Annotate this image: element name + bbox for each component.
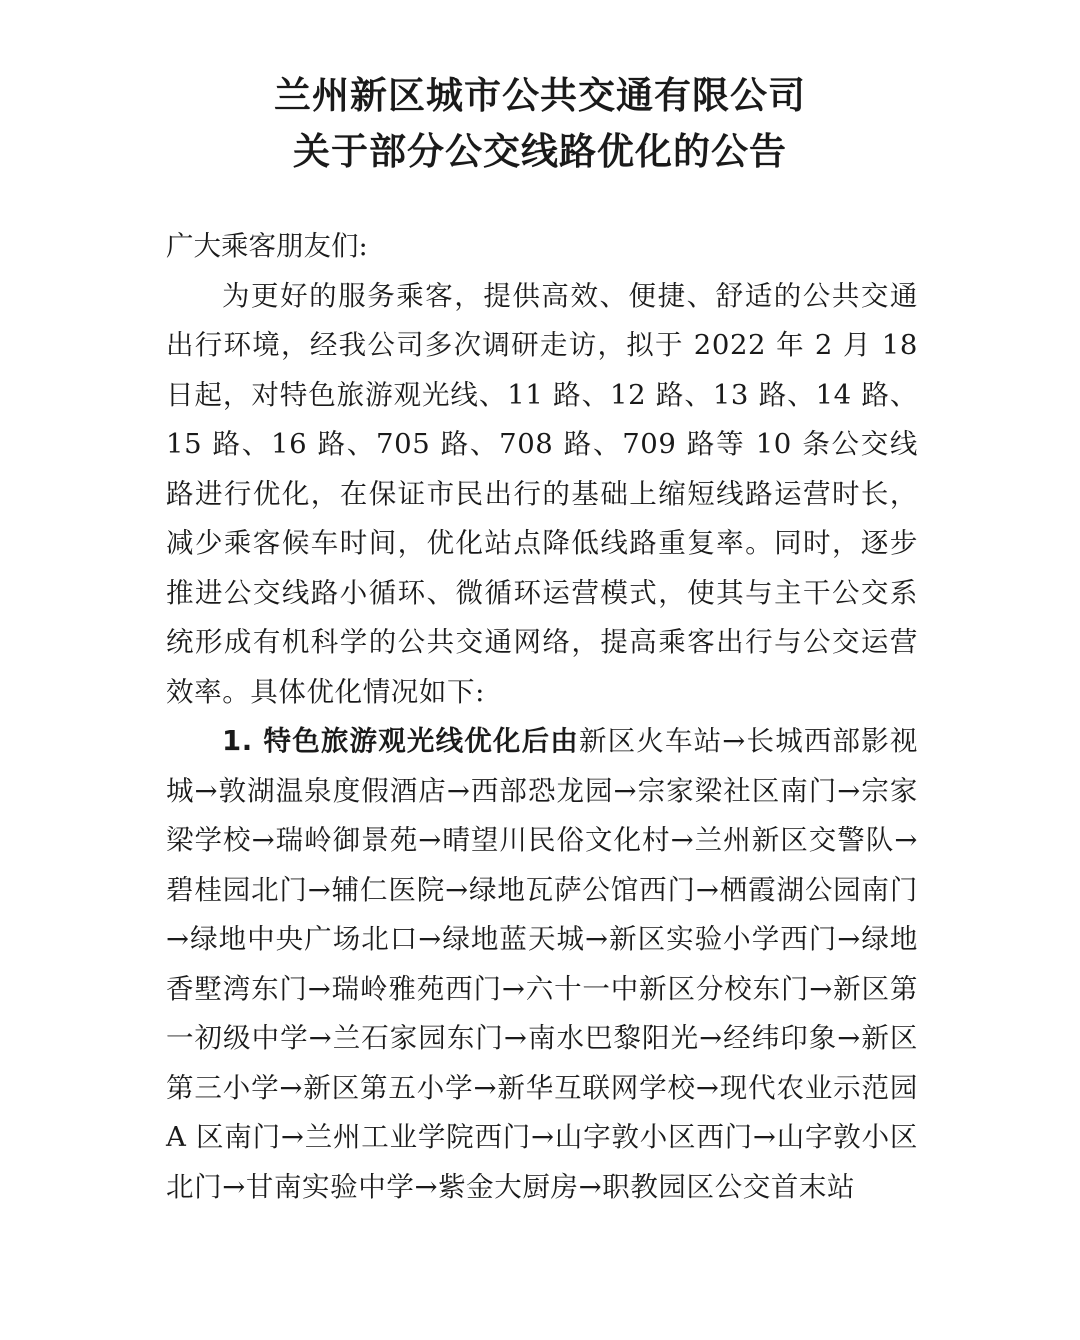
- intro-paragraph: 为更好的服务乘客，提供高效、便捷、舒适的公共交通出行环境，经我公司多次调研走访，拟于 2022 年 2 月 18 日起，对特色旅游观光线、11 路、12 路、13 路、14 路、15 路、16 路、705 路、708 路、709 路等 10 条公交线路进行优化，在保证市民出行的基础上缩短线路运营时长，减少乘客候车时间，优化站点降低线路重复率。同时，逐步推进公交线路小循环、微循环运营模式，使其与主干公交系统形成有机科学的公共交通网络，提高乘客出行与公交运营效率。具体优化情况如下:: [166, 279, 918, 708]
- route-item-lead: 1. 特色旅游观光线优化后由: [222, 725, 579, 757]
- notice-body: [166, 222, 918, 1212]
- notice-title: [0, 68, 1080, 180]
- greeting: 广大乘客朋友们:: [166, 230, 368, 262]
- route-item-stops: 新区火车站→长城西部影视城→敦湖温泉度假酒店→西部恐龙园→宗家梁社区南门→宗家梁学校→瑞岭御景苑→晴望川民俗文化村→兰州新区交警队→碧桂园北门→辅仁医院→绿地瓦萨公馆西门→栖霞湖公园南门→绿地中央广场北口→绿地蓝天城→新区实验小学西门→绿地香墅湾东门→瑞岭雅苑西门→六十一中新区分校东门→新区第一初级中学→兰石家园东门→南水巴黎阳光→经纬印象→新区第三小学→新区第五小学→新华互联网学校→现代农业示范园 A 区南门→兰州工业学院西门→山字敦小区西门→山字敦小区北门→甘南实验中学→紫金大厨房→职教园区公交首末站: [166, 725, 918, 1203]
- route-item-1: [166, 717, 918, 1212]
- title-line-company: 兰州新区城市公共交通有限公司: [274, 74, 806, 117]
- title-line-subject: 关于部分公交线路优化的公告: [293, 130, 787, 173]
